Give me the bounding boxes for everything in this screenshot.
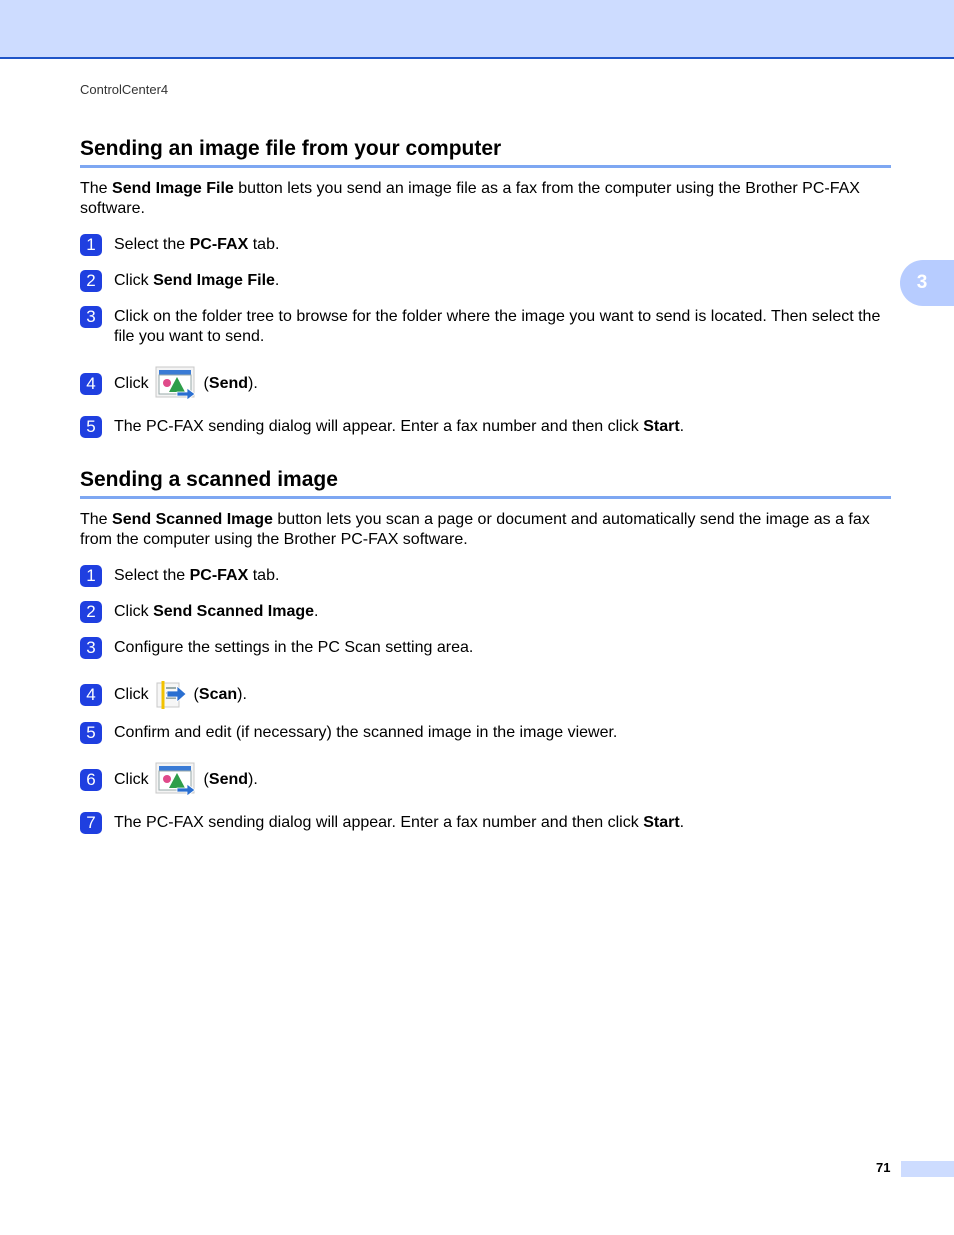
send-icon [155,762,197,798]
chapter-tab: 3 [900,260,954,306]
section1-intro: The Send Image File button lets you send an image file as a fax from the computer using the Brother PC-FAX software. [80,180,860,217]
top-band [0,0,954,59]
section-title-send-image-file: Sending an image file from your computer [80,136,891,168]
step [80,638,891,659]
step [80,366,891,402]
step-number-badge: 7 [80,812,102,834]
step [80,307,891,347]
step-text: Confirm and edit (if necessary) the scanned image in the image viewer. [114,724,618,741]
step-text: Select the PC-FAX tab. [114,236,280,253]
step-text: Click Send Image File. [114,272,280,289]
step [80,417,891,438]
step [80,566,891,587]
step-number-badge: 5 [80,416,102,438]
step [80,723,891,744]
step-text: The PC-FAX sending dialog will appear. Enter a fax number and then click Start. [114,814,685,831]
step [80,235,891,256]
step-text: Click (Send). [114,762,891,798]
running-header: ControlCenter4 [80,82,169,97]
step-number-badge: 3 [80,637,102,659]
step-number-badge: 6 [80,769,102,791]
step-number-badge: 3 [80,306,102,328]
step-number-badge: 4 [80,684,102,706]
section-title-send-scanned-image: Sending a scanned image [80,467,891,499]
step-number-badge: 5 [80,722,102,744]
step-text: Click on the folder tree to browse for the folder where the image you want to send is located. Then select the file you want to send. [114,308,881,345]
step-text: The PC-FAX sending dialog will appear. Enter a fax number and then click Start. [114,418,685,435]
step-text: Configure the settings in the PC Scan setting area. [114,639,474,656]
scan-icon [155,680,187,710]
step-text: Click (Scan). [114,680,891,710]
step [80,271,891,292]
step [80,602,891,623]
footer-tab [901,1161,954,1177]
step-number-badge: 2 [80,270,102,292]
step-text: Select the PC-FAX tab. [114,567,280,584]
step [80,762,891,798]
step-text: Click (Send). [114,366,891,402]
section2-intro: The Send Scanned Image button lets you scan a page or document and automatically send the image as a fax from the computer using the Brother PC-FAX software. [80,511,870,548]
step-number-badge: 2 [80,601,102,623]
step-number-badge: 1 [80,565,102,587]
step-number-badge: 1 [80,234,102,256]
page-number: 71 [876,1160,891,1175]
step [80,813,891,834]
send-icon [155,366,197,402]
step-number-badge: 4 [80,373,102,395]
step-text: Click Send Scanned Image. [114,603,319,620]
step [80,680,891,710]
